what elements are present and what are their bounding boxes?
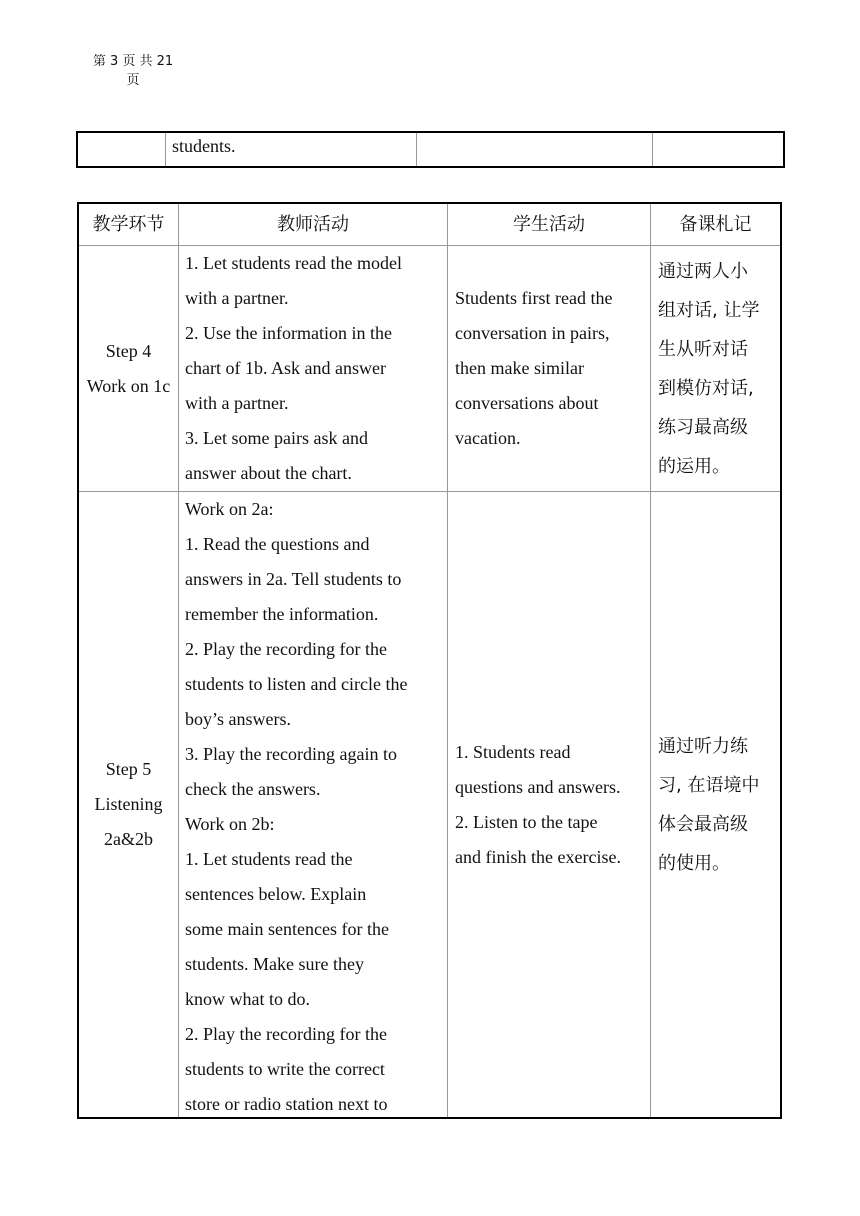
teacher-line: 1. Let students read the <box>185 849 353 869</box>
step-label: Step 4 <box>105 340 152 361</box>
step-subtitle: 2a&2b <box>104 829 153 849</box>
teacher-line: Work on 2b: <box>185 814 275 834</box>
continuation-cell-4 <box>653 133 783 166</box>
notes-line: 的运用。 <box>658 455 730 477</box>
teacher-line: boy’s answers. <box>185 709 291 729</box>
table-row <box>79 492 780 1117</box>
teacher-line: know what to do. <box>185 989 310 1009</box>
teacher-line: 2. Use the information in the <box>185 323 392 343</box>
student-line: Students first read the <box>455 288 613 308</box>
table-header-row <box>79 204 780 246</box>
step-title: Listening <box>94 794 163 814</box>
teacher-line: 2. Play the recording for the <box>185 639 387 659</box>
notes-line: 的使用。 <box>658 852 730 874</box>
lesson-plan-table <box>77 202 782 1119</box>
student-line: 2. Listen to the tape <box>455 811 598 832</box>
teacher-line: answer about the chart. <box>185 463 352 483</box>
teacher-line: store or radio station next to <box>185 1094 388 1114</box>
notes-line: 练习最高级 <box>658 416 748 438</box>
teacher-line: 3. Play the recording again to <box>185 744 397 764</box>
teacher-line: some main sentences for the <box>185 919 389 939</box>
notes-line: 到模仿对话, <box>658 377 754 399</box>
notes-line: 通过听力练 <box>658 735 748 757</box>
teacher-line: Work on 2a: <box>185 499 274 519</box>
student-line: and finish the exercise. <box>455 846 621 867</box>
notes-cell <box>651 492 780 1117</box>
teacher-line: students to write the correct <box>185 1059 385 1079</box>
header-lesson-notes: 备课札记 <box>679 213 752 235</box>
student-activity-cell <box>448 492 651 1117</box>
page-number <box>88 52 178 90</box>
teacher-line: with a partner. <box>185 288 289 308</box>
step-label: Step 5 <box>105 759 152 779</box>
continuation-cell-2: students. <box>166 133 417 166</box>
notes-line: 习, 在语境中 <box>658 774 760 796</box>
header-student-activity: 学生活动 <box>448 204 651 245</box>
teacher-line: chart of 1b. Ask and answer <box>185 358 386 378</box>
teacher-line: 3. Let some pairs ask and <box>185 428 368 448</box>
notes-line: 体会最高级 <box>658 813 748 835</box>
continuation-table <box>76 131 785 168</box>
teacher-line: remember the information. <box>185 604 379 624</box>
teacher-line: students to listen and circle the <box>185 674 408 694</box>
page-number-line1: 第 3 页 共 21 <box>92 54 174 69</box>
continuation-cell-3 <box>417 133 653 166</box>
page-number-line2: 页 <box>126 73 140 88</box>
notes-line: 生从听对话 <box>658 338 748 360</box>
student-line: questions and answers. <box>455 776 621 797</box>
header-teaching-stage: 教学环节 <box>79 204 179 245</box>
notes-line: 通过两人小 <box>658 260 748 282</box>
header-teacher-activity: 教师活动 <box>179 204 448 245</box>
step-title: Work on 1c <box>86 375 171 396</box>
notes-cell <box>651 246 780 491</box>
teacher-activity-cell <box>179 246 448 491</box>
student-line: conversations about <box>455 393 599 413</box>
step-cell <box>79 246 179 491</box>
student-line: then make similar <box>455 358 584 378</box>
teacher-line: students. Make sure they <box>185 954 364 974</box>
student-line: vacation. <box>455 428 521 448</box>
teacher-line: with a partner. <box>185 393 289 413</box>
continuation-cell-1 <box>78 133 166 166</box>
student-activity-cell <box>448 246 651 491</box>
table-row <box>79 246 780 492</box>
teacher-line: 1. Let students read the model <box>185 253 402 273</box>
teacher-line: 1. Read the questions and <box>185 534 370 554</box>
step-cell <box>79 492 179 1117</box>
student-line: 1. Students read <box>455 741 571 762</box>
teacher-line: sentences below. Explain <box>185 884 367 904</box>
teacher-line: answers in 2a. Tell students to <box>185 569 402 589</box>
teacher-line: check the answers. <box>185 779 321 799</box>
student-line: conversation in pairs, <box>455 323 610 343</box>
notes-line: 组对话, 让学 <box>658 299 760 321</box>
teacher-line: 2. Play the recording for the <box>185 1024 387 1044</box>
teacher-activity-cell <box>179 492 448 1117</box>
